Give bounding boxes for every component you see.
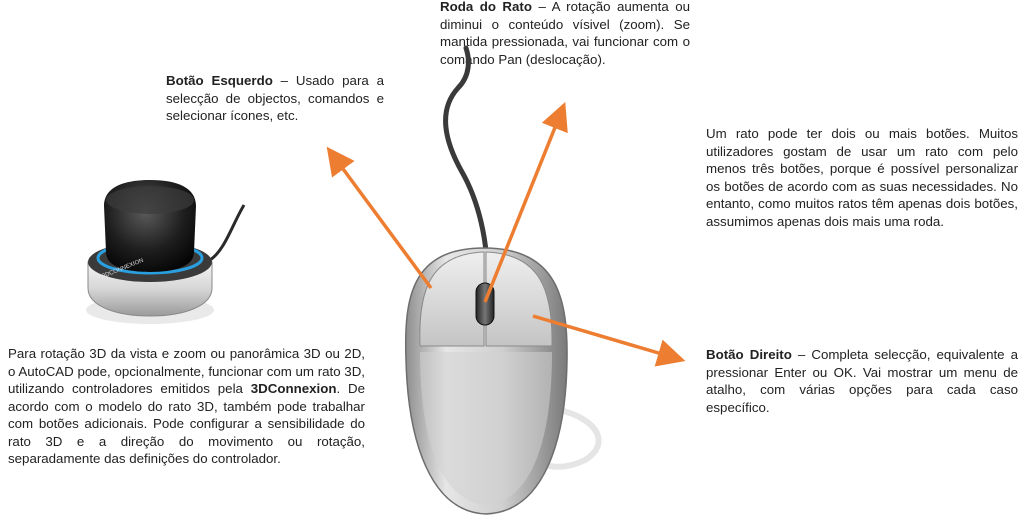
arrow-left-button <box>335 158 431 288</box>
mouse3d-logo: 3DCONNEXION <box>101 257 145 280</box>
right-button-text: – Completa selecção, equivalente a pressionar Enter ou OK. Vai mostrar um menu de atalho, com várias opções para cada caso específico. <box>706 347 1018 415</box>
mouse3d-cap-top <box>106 186 194 214</box>
wheel-text: – A rotação aumenta ou diminui o conteúdo vísivel (zoom). Se mantida pressionada, vai funcionar com o comando Pan (deslocação). <box>440 0 690 67</box>
mouse3d-image <box>86 180 244 324</box>
mouse3d-text-after: . De acordo com o modelo do rato 3D, também pode trabalhar com botões adicionais. Pode configurar a sensibilidade do rato 3D e a direção do movimento ou rotação, separadamente das definições do controlador. <box>8 381 365 466</box>
left-button-title: Botão Esquerdo <box>166 73 273 88</box>
wheel-title: Roda do Rato <box>440 0 532 14</box>
mouse-cable <box>446 48 488 278</box>
mouse3d-cable <box>210 205 244 260</box>
mouse3d-brand: 3DConnexion <box>250 381 337 396</box>
left-button-text: – Usado para a selecção de objectos, comandos e selecionar ícones, etc. <box>166 73 384 123</box>
mouse3d-text-before: Para rotação 3D da vista e zoom ou panorâmica 3D ou 2D, o AutoCAD pode, opcionalmente, funcionar com um rato 3D, utilizando controladores emitidos pela <box>8 346 365 396</box>
mouse-image <box>406 48 599 514</box>
buttons-info-text: Um rato pode ter dois ou mais botões. Muitos utilizadores gostam de usar um rato com pelo menos três botões, porque é possível personalizar os botões de acordo com as suas necessidades. No entanto, como muitos ratos têm apenas dois botões, assumimos apenas dois mais uma roda. <box>706 126 1018 229</box>
right-button-title: Botão Direito <box>706 347 792 362</box>
